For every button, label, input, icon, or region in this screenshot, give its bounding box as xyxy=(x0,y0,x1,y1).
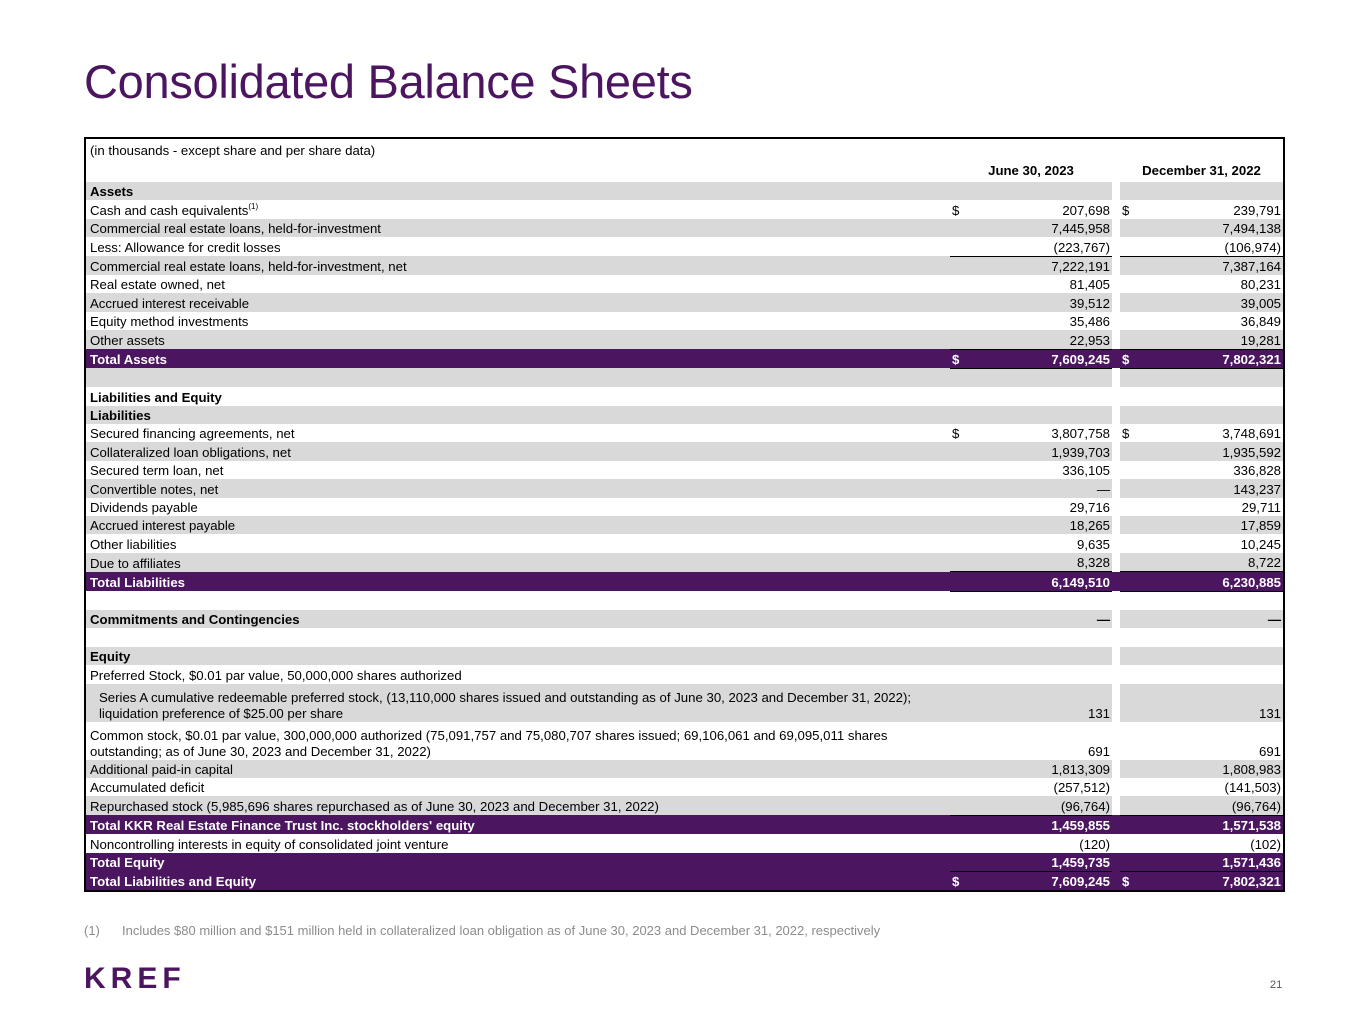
currency-symbol xyxy=(1120,330,1134,349)
currency-symbol xyxy=(1120,479,1134,497)
currency-symbol xyxy=(950,722,964,760)
value-june-2023: (120) xyxy=(964,834,1112,852)
row-label: Secured term loan, net xyxy=(86,461,950,479)
table-row xyxy=(86,853,1283,872)
currency-symbol xyxy=(1120,815,1134,834)
row-label: Liabilities and Equity xyxy=(86,387,950,405)
currency-symbol xyxy=(950,387,964,405)
table-row xyxy=(86,275,1283,293)
value-june-2023: 691 xyxy=(964,722,1112,760)
table-row xyxy=(86,256,1283,275)
currency-symbol xyxy=(1120,368,1134,387)
currency-symbol xyxy=(950,760,964,778)
value-dec-2022: 8,722 xyxy=(1134,553,1283,572)
value-dec-2022: 1,571,538 xyxy=(1134,815,1283,834)
value-june-2023: 1,459,735 xyxy=(964,853,1112,872)
currency-symbol xyxy=(950,834,964,852)
value-june-2023 xyxy=(964,182,1112,200)
value-dec-2022 xyxy=(1134,647,1283,665)
table-row xyxy=(86,293,1283,311)
value-june-2023: (223,767) xyxy=(964,237,1112,256)
column-gap xyxy=(1112,275,1120,293)
value-june-2023: 29,716 xyxy=(964,498,1112,516)
currency-symbol xyxy=(950,182,964,200)
table-row xyxy=(86,778,1283,796)
currency-symbol xyxy=(950,647,964,665)
column-gap xyxy=(1112,871,1120,890)
row-label: Total Assets xyxy=(86,349,950,368)
value-dec-2022: 239,791 xyxy=(1134,200,1283,218)
value-june-2023: 3,807,758 xyxy=(964,424,1112,442)
value-dec-2022: 7,387,164 xyxy=(1134,256,1283,275)
column-gap xyxy=(1112,628,1120,646)
table-row xyxy=(86,479,1283,497)
table-row xyxy=(86,349,1283,368)
value-june-2023 xyxy=(964,647,1112,665)
currency-symbol xyxy=(1120,461,1134,479)
column-gap xyxy=(1112,461,1120,479)
currency-symbol xyxy=(950,312,964,330)
currency-symbol xyxy=(950,275,964,293)
table-row xyxy=(86,815,1283,834)
row-label: Equity method investments xyxy=(86,312,950,330)
value-june-2023: 6,149,510 xyxy=(964,572,1112,591)
currency-symbol xyxy=(950,256,964,275)
table-row xyxy=(86,442,1283,460)
value-dec-2022: 19,281 xyxy=(1134,330,1283,349)
column-gap xyxy=(1112,349,1120,368)
value-dec-2022: (96,764) xyxy=(1134,796,1283,815)
value-dec-2022 xyxy=(1134,591,1283,610)
value-june-2023: 1,813,309 xyxy=(964,760,1112,778)
column-gap xyxy=(1112,591,1120,610)
value-dec-2022: (141,503) xyxy=(1134,778,1283,796)
footnote xyxy=(84,923,880,938)
row-label: Additional paid-in capital xyxy=(86,760,950,778)
row-label: Real estate owned, net xyxy=(86,275,950,293)
column-gap xyxy=(1112,479,1120,497)
currency-symbol xyxy=(950,293,964,311)
value-dec-2022: 10,245 xyxy=(1134,534,1283,552)
currency-symbol xyxy=(1120,796,1134,815)
table-row xyxy=(86,628,1283,646)
value-june-2023 xyxy=(964,406,1112,424)
value-june-2023: 1,459,855 xyxy=(964,815,1112,834)
currency-symbol xyxy=(950,219,964,237)
value-june-2023: 7,609,245 xyxy=(964,871,1112,890)
currency-symbol xyxy=(950,237,964,256)
currency-symbol xyxy=(950,796,964,815)
table-row xyxy=(86,461,1283,479)
row-label: Common stock, $0.01 par value, 300,000,000 authorized (75,091,757 and 75,080,707 shares issued; 69,106,061 and 69,095,011 shares outstanding; as of June 30, 2023 and December 31, 2022) xyxy=(86,722,950,760)
value-dec-2022: 80,231 xyxy=(1134,275,1283,293)
table-row xyxy=(86,200,1283,218)
currency-symbol: $ xyxy=(1120,871,1134,890)
currency-symbol xyxy=(950,628,964,646)
row-label xyxy=(86,368,950,387)
currency-symbol xyxy=(1120,778,1134,796)
value-june-2023: 1,939,703 xyxy=(964,442,1112,460)
column-gap xyxy=(1112,424,1120,442)
column-gap xyxy=(1112,572,1120,591)
currency-symbol xyxy=(1120,722,1134,760)
value-dec-2022: 1,571,436 xyxy=(1134,853,1283,872)
value-june-2023 xyxy=(964,628,1112,646)
column-gap xyxy=(1112,534,1120,552)
currency-symbol xyxy=(1120,628,1134,646)
currency-symbol xyxy=(1120,293,1134,311)
value-dec-2022: 3,748,691 xyxy=(1134,424,1283,442)
row-label: Series A cumulative redeemable preferred stock, (13,110,000 shares issued and outstanding as of June 30, 2023 and December 31, 2022); liquidation preference of $25.00 per share xyxy=(86,684,950,722)
value-june-2023: 81,405 xyxy=(964,275,1112,293)
value-dec-2022 xyxy=(1134,182,1283,200)
column-gap xyxy=(1112,553,1120,572)
row-label: Commitments and Contingencies xyxy=(86,610,950,628)
row-label: Preferred Stock, $0.01 par value, 50,000,000 shares authorized xyxy=(86,665,950,683)
currency-symbol xyxy=(950,368,964,387)
currency-symbol xyxy=(1120,591,1134,610)
currency-symbol xyxy=(1120,406,1134,424)
value-june-2023: 7,222,191 xyxy=(964,256,1112,275)
value-june-2023: (96,764) xyxy=(964,796,1112,815)
value-june-2023: 35,486 xyxy=(964,312,1112,330)
column-gap xyxy=(1112,330,1120,349)
currency-symbol xyxy=(950,406,964,424)
row-label: Commercial real estate loans, held-for-investment xyxy=(86,219,950,237)
currency-symbol: $ xyxy=(1120,424,1134,442)
table-row xyxy=(86,312,1283,330)
row-label: Repurchased stock (5,985,696 shares repurchased as of June 30, 2023 and December 31, 2022) xyxy=(86,796,950,815)
value-dec-2022: 1,808,983 xyxy=(1134,760,1283,778)
row-label: Assets xyxy=(86,182,950,200)
column-gap xyxy=(1112,406,1120,424)
value-dec-2022 xyxy=(1134,387,1283,405)
table-row xyxy=(86,665,1283,683)
column-gap xyxy=(1112,778,1120,796)
currency-symbol xyxy=(950,665,964,683)
currency-symbol xyxy=(1120,516,1134,534)
currency-symbol xyxy=(1120,572,1134,591)
value-dec-2022: 1,935,592 xyxy=(1134,442,1283,460)
value-dec-2022: 336,828 xyxy=(1134,461,1283,479)
currency-symbol xyxy=(1120,387,1134,405)
currency-symbol xyxy=(950,572,964,591)
column-header-june-2023: June 30, 2023 xyxy=(988,163,1074,178)
row-label: Liabilities xyxy=(86,406,950,424)
row-label xyxy=(86,591,950,610)
row-label: Dividends payable xyxy=(86,498,950,516)
currency-symbol xyxy=(1120,665,1134,683)
value-dec-2022 xyxy=(1134,368,1283,387)
currency-symbol xyxy=(1120,534,1134,552)
currency-symbol: $ xyxy=(950,424,964,442)
kref-logo: KREF xyxy=(84,962,186,995)
table-row xyxy=(86,219,1283,237)
currency-symbol xyxy=(950,815,964,834)
row-label: Total Equity xyxy=(86,853,950,872)
table-row xyxy=(86,182,1283,200)
row-label: Other assets xyxy=(86,330,950,349)
value-june-2023: 7,445,958 xyxy=(964,219,1112,237)
row-label: Convertible notes, net xyxy=(86,479,950,497)
currency-symbol: $ xyxy=(1120,200,1134,218)
table-row xyxy=(86,424,1283,442)
value-dec-2022: (106,974) xyxy=(1134,237,1283,256)
column-gap xyxy=(1112,760,1120,778)
column-gap xyxy=(1112,498,1120,516)
column-gap xyxy=(1112,647,1120,665)
table-row xyxy=(86,871,1283,890)
currency-symbol xyxy=(1120,442,1134,460)
currency-symbol xyxy=(1120,853,1134,872)
currency-symbol xyxy=(1120,553,1134,572)
value-june-2023 xyxy=(964,665,1112,683)
value-june-2023: 9,635 xyxy=(964,534,1112,552)
value-dec-2022: — xyxy=(1134,610,1283,628)
value-dec-2022: (102) xyxy=(1134,834,1283,852)
table-row xyxy=(86,498,1283,516)
row-label xyxy=(86,200,950,218)
value-dec-2022: 36,849 xyxy=(1134,312,1283,330)
value-june-2023: 7,609,245 xyxy=(964,349,1112,368)
column-gap xyxy=(1112,796,1120,815)
value-june-2023: 336,105 xyxy=(964,461,1112,479)
table-row xyxy=(86,330,1283,349)
value-june-2023: 8,328 xyxy=(964,553,1112,572)
column-gap xyxy=(1112,610,1120,628)
value-june-2023: 207,698 xyxy=(964,200,1112,218)
row-label: Collateralized loan obligations, net xyxy=(86,442,950,460)
value-dec-2022: 7,802,321 xyxy=(1134,349,1283,368)
table-row xyxy=(86,591,1283,610)
value-dec-2022 xyxy=(1134,665,1283,683)
row-label: Noncontrolling interests in equity of consolidated joint venture xyxy=(86,834,950,852)
row-label xyxy=(86,628,950,646)
value-dec-2022 xyxy=(1134,628,1283,646)
value-june-2023 xyxy=(964,368,1112,387)
currency-symbol xyxy=(950,534,964,552)
value-dec-2022: 17,859 xyxy=(1134,516,1283,534)
column-header-dec-2022: December 31, 2022 xyxy=(1142,163,1261,178)
column-gap xyxy=(1112,516,1120,534)
value-dec-2022 xyxy=(1134,406,1283,424)
table-header-row xyxy=(86,139,1283,182)
row-label: Accumulated deficit xyxy=(86,778,950,796)
currency-symbol xyxy=(1120,498,1134,516)
row-label: Secured financing agreements, net xyxy=(86,424,950,442)
table-row xyxy=(86,237,1283,256)
column-gap xyxy=(1112,182,1120,200)
row-label: Total Liabilities and Equity xyxy=(86,871,950,890)
column-gap xyxy=(1112,256,1120,275)
currency-symbol xyxy=(950,498,964,516)
currency-symbol xyxy=(1120,256,1134,275)
page-number: 21 xyxy=(1270,979,1283,991)
value-june-2023 xyxy=(964,591,1112,610)
value-june-2023: (257,512) xyxy=(964,778,1112,796)
currency-symbol xyxy=(950,330,964,349)
currency-symbol: $ xyxy=(950,200,964,218)
column-gap xyxy=(1112,200,1120,218)
column-gap xyxy=(1112,312,1120,330)
column-gap xyxy=(1112,834,1120,852)
table-row xyxy=(86,610,1283,628)
currency-symbol xyxy=(1120,237,1134,256)
units-caption: (in thousands - except share and per share data) xyxy=(90,143,376,158)
currency-symbol xyxy=(950,684,964,722)
column-gap xyxy=(1112,368,1120,387)
table-row xyxy=(86,722,1283,760)
value-june-2023 xyxy=(964,387,1112,405)
footnote-reference: (1) xyxy=(248,201,259,211)
table-row xyxy=(86,684,1283,722)
table-row xyxy=(86,534,1283,552)
row-label: Accrued interest payable xyxy=(86,516,950,534)
row-label: Total Liabilities xyxy=(86,572,950,591)
column-gap xyxy=(1112,293,1120,311)
currency-symbol xyxy=(950,516,964,534)
row-label: Due to affiliates xyxy=(86,553,950,572)
column-gap xyxy=(1112,219,1120,237)
row-label: Less: Allowance for credit losses xyxy=(86,237,950,256)
currency-symbol xyxy=(950,553,964,572)
column-gap xyxy=(1112,387,1120,405)
row-label: Commercial real estate loans, held-for-investment, net xyxy=(86,256,950,275)
value-dec-2022: 7,494,138 xyxy=(1134,219,1283,237)
currency-symbol xyxy=(1120,647,1134,665)
value-dec-2022: 691 xyxy=(1134,722,1283,760)
footnote-text: Includes $80 million and $151 million held in collateralized loan obligation as of June 30, 2023 and December 31, 2022, respectively xyxy=(122,923,881,938)
value-dec-2022: 143,237 xyxy=(1134,479,1283,497)
column-gap xyxy=(1112,815,1120,834)
currency-symbol xyxy=(950,461,964,479)
value-dec-2022: 7,802,321 xyxy=(1134,871,1283,890)
table-row xyxy=(86,760,1283,778)
currency-symbol: $ xyxy=(1120,349,1134,368)
column-gap xyxy=(1112,722,1120,760)
column-gap xyxy=(1112,684,1120,722)
column-gap xyxy=(1112,665,1120,683)
row-label-text: Cash and cash equivalents xyxy=(90,202,249,218)
currency-symbol: $ xyxy=(950,349,964,368)
table-row xyxy=(86,387,1283,405)
currency-symbol xyxy=(950,853,964,872)
value-dec-2022: 131 xyxy=(1134,684,1283,722)
table-row xyxy=(86,516,1283,534)
page-title: Consolidated Balance Sheets xyxy=(84,55,693,108)
currency-symbol xyxy=(950,591,964,610)
currency-symbol xyxy=(1120,684,1134,722)
currency-symbol xyxy=(950,778,964,796)
value-dec-2022: 6,230,885 xyxy=(1134,572,1283,591)
value-dec-2022: 29,711 xyxy=(1134,498,1283,516)
column-gap xyxy=(1112,853,1120,872)
currency-symbol xyxy=(950,479,964,497)
currency-symbol xyxy=(1120,610,1134,628)
table-row xyxy=(86,834,1283,852)
currency-symbol xyxy=(1120,219,1134,237)
column-gap xyxy=(1112,442,1120,460)
row-label: Equity xyxy=(86,647,950,665)
table-row xyxy=(86,553,1283,572)
value-june-2023: — xyxy=(964,610,1112,628)
table-row xyxy=(86,406,1283,424)
value-june-2023: 18,265 xyxy=(964,516,1112,534)
row-label: Other liabilities xyxy=(86,534,950,552)
table-row xyxy=(86,368,1283,387)
currency-symbol xyxy=(1120,182,1134,200)
currency-symbol: $ xyxy=(950,871,964,890)
value-june-2023: 39,512 xyxy=(964,293,1112,311)
value-june-2023: — xyxy=(964,479,1112,497)
row-label: Accrued interest receivable xyxy=(86,293,950,311)
column-gap xyxy=(1112,237,1120,256)
currency-symbol xyxy=(1120,834,1134,852)
currency-symbol xyxy=(950,442,964,460)
value-dec-2022: 39,005 xyxy=(1134,293,1283,311)
table-row xyxy=(86,796,1283,815)
balance-sheet-table xyxy=(84,137,1285,892)
value-june-2023: 131 xyxy=(964,684,1112,722)
value-june-2023: 22,953 xyxy=(964,330,1112,349)
currency-symbol xyxy=(1120,312,1134,330)
table-row xyxy=(86,647,1283,665)
row-label: Total KKR Real Estate Finance Trust Inc. stockholders' equity xyxy=(86,815,950,834)
currency-symbol xyxy=(1120,760,1134,778)
table-row xyxy=(86,572,1283,591)
footnote-number: (1) xyxy=(84,923,100,938)
currency-symbol xyxy=(950,610,964,628)
currency-symbol xyxy=(1120,275,1134,293)
